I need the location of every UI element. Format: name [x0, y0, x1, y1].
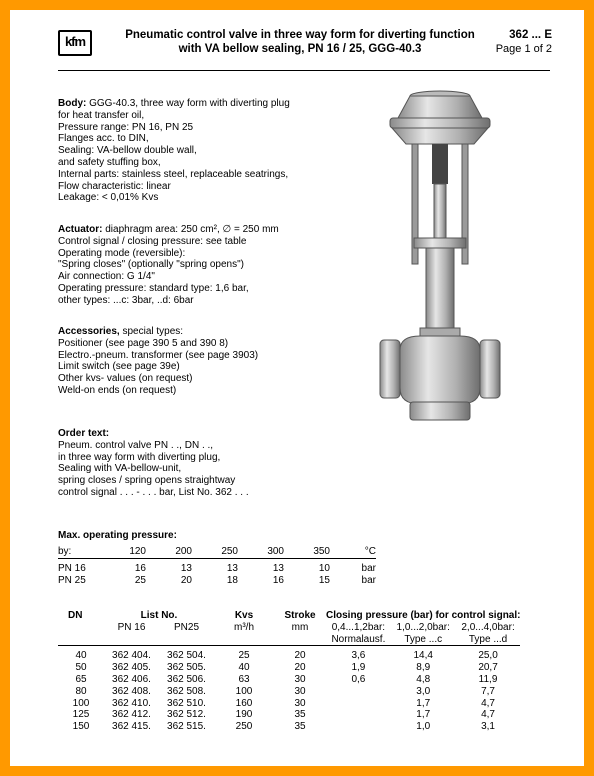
accessories-heading: Accessories, [58, 326, 120, 337]
accessories-first-text: special types: [119, 326, 184, 337]
accessories-line: Positioner (see page 390 5 and 390 8) [58, 337, 229, 349]
dn-table-cell: 50 [75, 662, 87, 674]
dn-table-cell: 160 [235, 697, 253, 709]
dn-table-cell: 125 [72, 709, 90, 721]
dn-table-cell: 190 [235, 709, 253, 721]
dn-table-cell: 362 504. [167, 650, 206, 662]
dn-header-cell: Kvs [234, 610, 254, 621]
order-line: control signal . . . - . . . bar, List No. 362 . . . [58, 486, 249, 498]
company-logo: kfm [58, 30, 92, 56]
dn-table-cell: 250 [235, 721, 253, 733]
accessories-first-line [58, 326, 258, 338]
valve-illustration [370, 88, 510, 423]
dn-header-cell: mm [291, 621, 309, 633]
pressure-cell: 13 [180, 562, 192, 574]
body-line: Sealing: VA-bellow double wall, [58, 145, 197, 157]
dn-header-cell: Normalausf. [326, 634, 391, 646]
dn-table-cell: 14,4 [413, 650, 433, 662]
dn-table-cell: 362 404. [112, 650, 151, 662]
dn-header-cell: PN25 [173, 621, 199, 633]
actuator-line: other types: ...c: 3bar, ..d: 6bar [58, 294, 194, 306]
dn-table-cell: 362 512. [167, 709, 206, 721]
document-number: 362 ... E [509, 29, 552, 41]
dn-table-cell: 0,6 [351, 673, 366, 685]
pressure-header-cell: 120 [129, 546, 146, 557]
pressure-cell: bar [361, 562, 376, 574]
pressure-row [58, 575, 376, 587]
dn-header-cell [104, 634, 159, 646]
dn-table-cell: 11,9 [478, 673, 498, 685]
actuator-first-text: diaphragm area: 250 cm², ∅ = 250 mm [102, 224, 279, 235]
header-divider [58, 70, 550, 71]
dn-header-row [58, 634, 520, 646]
order-line: Pneum. control valve PN . ., DN . ., [58, 439, 214, 451]
dn-table-cell: 25 [238, 650, 250, 662]
dn-table-cell [326, 686, 391, 698]
page-indicator: Page 1 of 2 [495, 43, 552, 55]
pressure-header-cell: 250 [221, 546, 238, 557]
dn-header-cell [214, 634, 274, 646]
dn-table-cell: 30 [294, 697, 306, 709]
dn-table-cell: 362 415. [112, 721, 151, 733]
dn-header-cell: 1,0...2,0bar: [396, 621, 450, 633]
dn-table-row [58, 674, 520, 686]
pressure-cell: 16 [134, 562, 146, 574]
pressure-table [58, 546, 376, 586]
body-section [58, 98, 290, 204]
dn-table-cell: 35 [294, 721, 306, 733]
dn-table-cell: 150 [72, 721, 90, 733]
dn-table-cell: 362 515. [167, 721, 206, 733]
dn-table-row [58, 709, 520, 721]
actuator-heading: Actuator: [58, 224, 103, 235]
body-line: Leakage: < 0,01% Kvs [58, 192, 159, 204]
pressure-cell: PN 16 [58, 562, 86, 574]
body-heading: Body: [58, 98, 87, 109]
dn-table-row [58, 698, 520, 710]
dn-table-cell: 362 510. [167, 697, 206, 709]
dn-header-cell [326, 610, 520, 622]
dn-header-row [58, 622, 520, 634]
dn-table-row [58, 721, 520, 733]
pressure-cell: 25 [134, 574, 146, 586]
accessories-line: Limit switch (see page 39e) [58, 361, 180, 373]
pressure-cell: 20 [180, 574, 192, 586]
pressure-cell: 18 [226, 574, 238, 586]
dn-table-cell: 3,1 [481, 721, 495, 733]
dn-table-cell: 63 [238, 673, 250, 685]
dn-header-cell: DN [68, 610, 83, 621]
pressure-row [58, 558, 376, 574]
body-first-text: GGG-40.3, three way form with diverting plug [86, 98, 290, 109]
dn-table-cell: 4,7 [481, 709, 495, 721]
dn-table-cell [326, 698, 391, 710]
dn-table-row [58, 686, 520, 698]
body-line: Internal parts: stainless steel, replaceable seatrings, [58, 168, 289, 180]
accessories-line: Electro.-pneum. transformer (see page 3903) [58, 349, 259, 361]
pressure-header-cell: 200 [175, 546, 192, 557]
actuator-section [58, 224, 279, 307]
dn-table-cell: 7,7 [481, 685, 495, 697]
dn-header-cell: 0,4...1,2bar: [331, 621, 386, 633]
dn-header-cell: m³/h [234, 621, 254, 633]
order-line: Sealing with VA-bellow-unit, [58, 463, 182, 475]
pressure-header-cell: °C [364, 546, 376, 557]
dn-table-cell: 3,0 [416, 685, 431, 697]
dn-table-cell: 4,8 [416, 673, 431, 685]
dn-table-body [58, 646, 520, 733]
dn-table-cell: 1,0 [416, 721, 431, 733]
dn-header-cell [58, 622, 104, 634]
accessories-line: Weld-on ends (on request) [58, 384, 177, 396]
actuator-line: Air connection: G 1/4" [58, 271, 155, 283]
accessories-section [58, 326, 258, 397]
dn-table-cell: 362 412. [112, 709, 151, 721]
order-line: spring closes / spring opens straightway [58, 475, 236, 487]
dn-header-cell [274, 634, 326, 646]
pressure-header-cell: 300 [267, 546, 284, 557]
pressure-header-row [58, 546, 376, 558]
dn-table-row [58, 646, 520, 662]
dn-table-cell: 40 [75, 650, 87, 662]
pressure-heading-block [58, 530, 177, 542]
pressure-header-cell: 350 [313, 546, 330, 557]
pressure-cell: 15 [318, 574, 330, 586]
pressure-cell: bar [361, 574, 376, 586]
body-line: for heat transfer oil, [58, 109, 145, 121]
dn-header-cell [159, 634, 214, 646]
dn-table-cell: 100 [72, 697, 90, 709]
dn-table-cell: 362 410. [112, 697, 151, 709]
body-first-line [58, 98, 290, 110]
dn-table-cell: 1,9 [351, 662, 366, 674]
pressure-cell: 13 [272, 562, 284, 574]
order-line: in three way form with diverting plug, [58, 451, 221, 463]
title-line: with VA bellow sealing, PN 16 / 25, GGG-40.3 [178, 43, 422, 55]
body-line: Flanges acc. to DIN, [58, 133, 149, 145]
dn-table-cell: 20 [294, 662, 306, 674]
dn-table-cell: 3,6 [351, 650, 366, 662]
order-text-section [58, 428, 249, 499]
dn-table-cell: 8,9 [416, 662, 431, 674]
dn-table-cell [326, 709, 391, 721]
document-number-block [496, 28, 552, 56]
dn-header-cell: Type ...d [456, 634, 521, 646]
dn-table-cell: 20 [294, 650, 306, 662]
dn-header-cell: 2,0...4,0bar: [461, 621, 515, 633]
dn-table-cell: 40 [238, 662, 250, 674]
dn-table-cell: 362 508. [167, 685, 206, 697]
actuator-first-line [58, 224, 279, 236]
dn-table-cell: 362 505. [167, 662, 206, 674]
body-line: and safety stuffing box, [58, 156, 161, 168]
actuator-line: Operating mode (reversible): [58, 247, 186, 259]
dn-table-cell: 30 [294, 685, 306, 697]
title-line: Pneumatic control valve in three way form for diverting function [125, 29, 475, 41]
document-title [110, 28, 490, 56]
actuator-line: "Spring closes" (optionally "spring opens") [58, 259, 244, 271]
body-line: Pressure range: PN 16, PN 25 [58, 121, 194, 133]
dn-table-cell: 100 [235, 685, 253, 697]
dn-table-cell: 362 406. [112, 673, 151, 685]
pressure-cell: 13 [226, 562, 238, 574]
dn-table-cell: 65 [75, 673, 87, 685]
dn-header-cell: Type ...c [391, 634, 456, 646]
dn-table-cell [326, 721, 391, 733]
dn-header-cell: Stroke [284, 610, 316, 621]
dn-table-cell: 20,7 [478, 662, 498, 674]
dn-table [58, 610, 520, 733]
dn-table-cell: 1,7 [416, 709, 431, 721]
accessories-line: Other kvs- values (on request) [58, 373, 193, 385]
dn-table-cell: 25,0 [478, 650, 498, 662]
dn-table-cell: 1,7 [416, 697, 431, 709]
dn-table-cell: 30 [294, 673, 306, 685]
dn-table-cell: 80 [75, 685, 87, 697]
pressure-cell: 10 [318, 562, 330, 574]
dn-table-cell: 362 506. [167, 673, 206, 685]
dn-table-cell: 362 405. [112, 662, 151, 674]
actuator-line: Operating pressure: standard type: 1,6 bar, [58, 282, 249, 294]
actuator-line: Control signal / closing pressure: see table [58, 235, 247, 247]
dn-header-cell: List No. [140, 610, 178, 621]
dn-header-row [58, 610, 520, 622]
dn-table-cell: 362 408. [112, 685, 151, 697]
dn-table-cell: 4,7 [481, 697, 495, 709]
dn-table-row [58, 662, 520, 674]
dn-header-cell: PN 16 [117, 621, 146, 633]
dn-table-cell: 35 [294, 709, 306, 721]
pressure-cell: PN 25 [58, 574, 86, 586]
order-heading: Order text: [58, 428, 110, 439]
dn-closing-heading: Closing pressure (bar) for control signal: [326, 610, 521, 621]
pressure-header-cell: by: [58, 546, 72, 557]
pressure-heading: Max. operating pressure: [58, 530, 177, 541]
body-line: Flow characteristic: linear [58, 180, 171, 192]
dn-header-cell [58, 634, 104, 646]
pressure-cell: 16 [272, 574, 284, 586]
